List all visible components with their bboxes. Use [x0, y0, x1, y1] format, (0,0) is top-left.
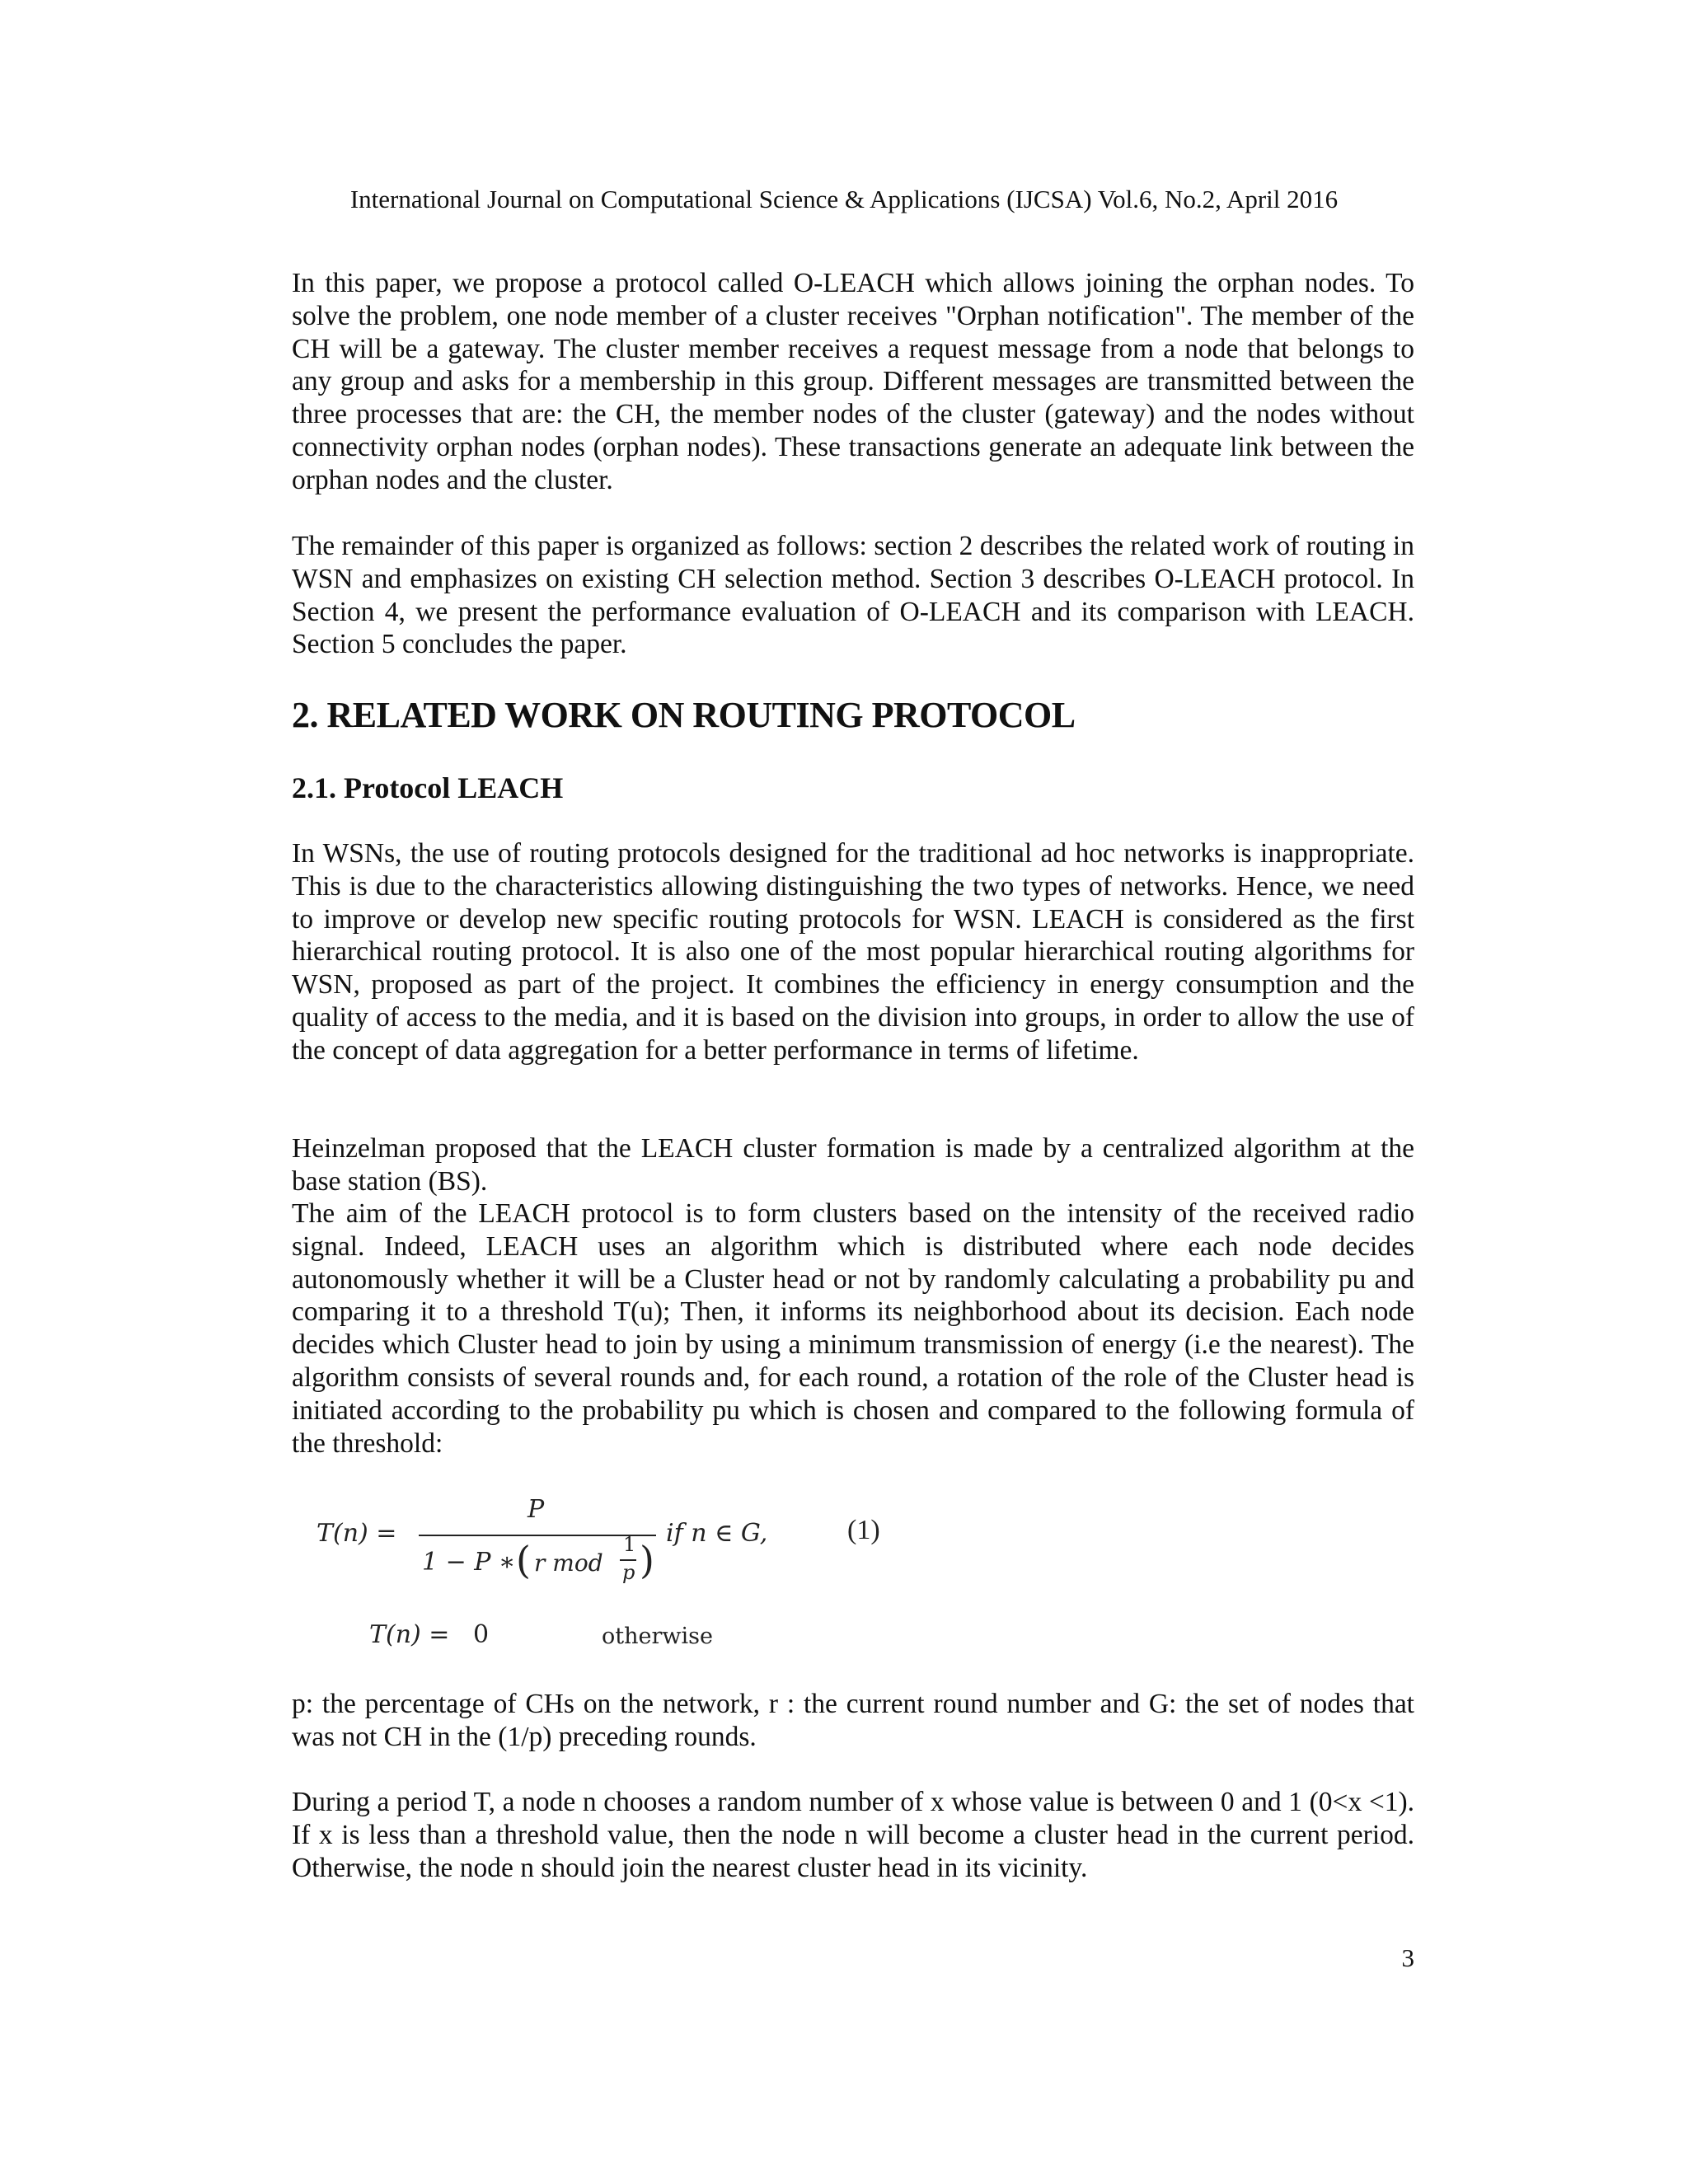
paren-left: ( — [516, 1538, 531, 1582]
inner-frac-den: p — [622, 1561, 635, 1584]
equation-number: (1) — [847, 1515, 880, 1545]
section-heading: 2. RELATED WORK ON ROUTING PROTOCOL — [292, 695, 1076, 735]
equation-lhs: T(n) = — [316, 1519, 397, 1548]
paragraph-organization: The remainder of this paper is organized as follows: section 2 describes the related work of routing in WSN and emphasizes on existing CH selection method. Section 3 describes O-LEACH protocol. In Section 4, we present the performance evaluation of O-LEACH and its comparison with LEACH. Section 5 concludes the paper. — [292, 531, 1414, 660]
paren-right: ) — [640, 1538, 654, 1582]
equation-denominator-prefix: 1 − P ∗ — [422, 1548, 516, 1577]
paragraph-heinzelman: Heinzelman proposed that the LEACH cluster formation is made by a centralized algorithm at the base station (BS). — [292, 1133, 1414, 1197]
paragraph-wsn-routing: In WSNs, the use of routing protocols designed for the traditional ad hoc networks is inappropriate. This is due to the characteristics allowing distinguishing the two types of networks. Hence, we need to improve or develop new specific routing protocols for WSN. LEACH is considered as the first hierarchical routing protocol. It is also one of the most popular hierarchical routing algorithms for WSN, proposed as part of the project. It combines the efficiency in energy consumption and the quality of access to the media, and it is based on the division into groups, in order to allow the use of the concept of data aggregation for a better performance in terms of lifetime. — [292, 838, 1414, 1066]
paragraph-intro-olech: In this paper, we propose a protocol called O-LEACH which allows joining the orphan nodes. To solve the problem, one node member of a cluster receives "Orphan notification". The member of the CH will be a gateway. The cluster member receives a request message from a node that belongs to any group and asks for a membership in this group. Different messages are transmitted between the three processes that are: the CH, the member nodes of the cluster (gateway) and the nodes without connectivity orphan nodes (orphan nodes). These transactions generate an adequate link between the orphan nodes and the cluster. — [292, 268, 1414, 495]
equation-rhs-2: 0 — [473, 1620, 490, 1649]
equation-condition: if n ∈ G, — [666, 1519, 768, 1548]
fraction-bar — [419, 1535, 656, 1536]
page-number: 3 — [1401, 1943, 1414, 1972]
equation-numerator: P — [528, 1495, 545, 1524]
equation-otherwise: otherwise — [602, 1624, 713, 1649]
equation-lhs-2: T(n) = — [369, 1620, 450, 1649]
equation-mod-text: r mod — [534, 1549, 603, 1577]
paragraph-period: During a period T, a node n chooses a random number of x whose value is between 0 and 1 (0<x <1). If x is less than a threshold value, then the node n will become a cluster head in the current period. Otherwise, the node n should join the nearest cluster head in its vicinity. — [292, 1787, 1414, 1883]
paragraph-leach-aim: The aim of the LEACH protocol is to form clusters based on the intensity of the received radio signal. Indeed, LEACH uses an algorithm which is distributed where each node decides autonomously whether it will be a Cluster head or not by randomly calculating a probability pu and comparing it to a threshold T(u); Then, it informs its neighborhood about its decision. Each node decides which Cluster head to join by using a minimum transmission of energy (i.e the nearest). The algorithm consists of several rounds and, for each round, a rotation of the role of the Cluster head is initiated according to the probability pu which is chosen and compared to the following formula of the threshold: — [292, 1198, 1414, 1459]
running-header: International Journal on Computational Science & Applications (IJCSA) Vol.6, No.2, April 2016 — [349, 185, 1339, 213]
inner-frac-num: 1 — [623, 1533, 636, 1556]
subsection-heading: 2.1. Protocol LEACH — [292, 771, 564, 804]
paragraph-definitions: p: the percentage of CHs on the network, r : the current round number and G: the set of nodes that was not CH in the (1/p) preceding rounds. — [292, 1689, 1414, 1752]
